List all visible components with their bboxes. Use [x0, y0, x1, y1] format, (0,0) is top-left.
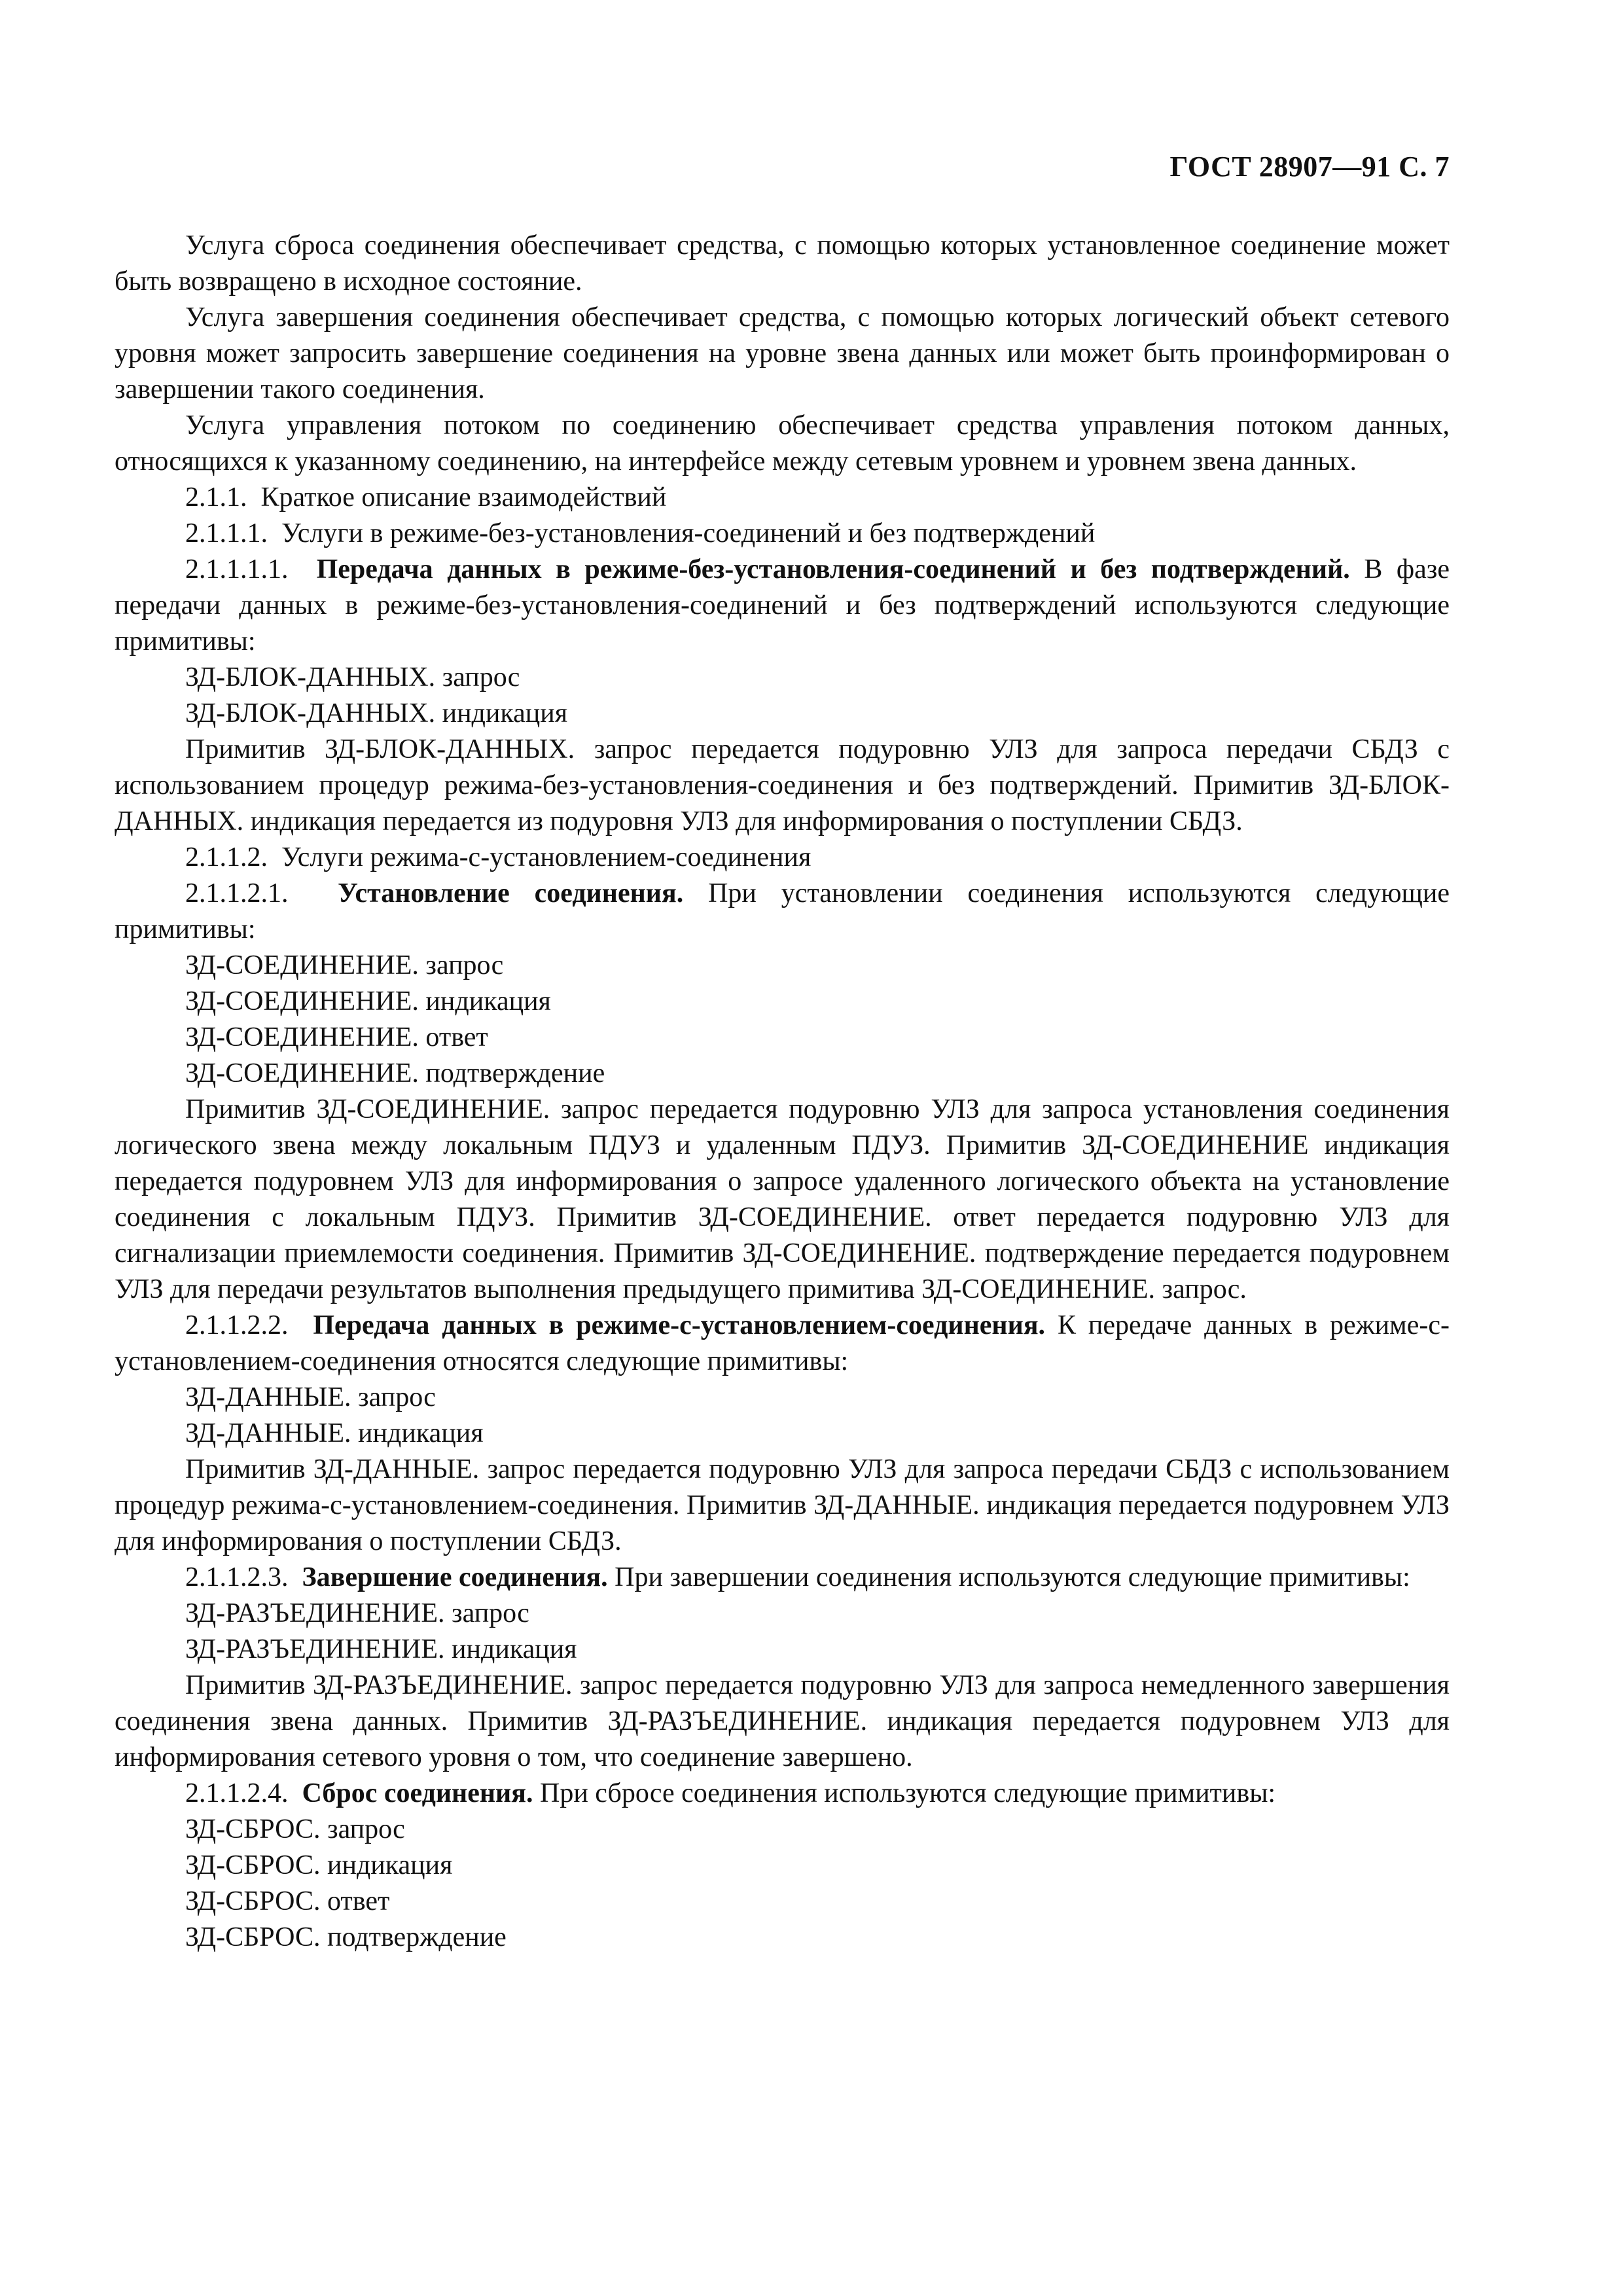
primitive-item: ЗД-ДАННЫЕ. запрос: [185, 1382, 436, 1412]
section-number: 2.1.1.1.: [185, 518, 268, 548]
primitive-item: ЗД-СОЕДИНЕНИЕ. запрос: [185, 950, 504, 980]
section-2-1-1-2-heading: [115, 840, 1450, 876]
primitive-item: ЗД-СБРОС. ответ: [185, 1886, 390, 1916]
section-title: Передача данных в режиме-с-установлением-соединения.: [313, 1310, 1046, 1340]
section-text: При установлении соединения используются следующие примитивы:: [115, 878, 1450, 944]
section-2-1-1-2-1-description: Примитив ЗД-СОЕДИНЕНИЕ. запрос передается подуровню УЛЗ для запроса установления соединения логического звена между локальным ПДУЗ и удаленным ПДУЗ. Примитив ЗД-СОЕДИНЕНИЕ индикация передается подуровнем УЛЗ для информирования о запросе удаленного логического объекта на установление соединения с локальным ПДУЗ. Примитив ЗД-СОЕДИНЕНИЕ. ответ передается подуровню УЛЗ для сигнализации приемлемости соединения. Примитив ЗД-СОЕДИНЕНИЕ. подтверждение передается подуровнем УЛЗ для передачи результатов выполнения предыдущего примитива ЗД-СОЕДИНЕНИЕ. запрос.: [115, 1094, 1450, 1304]
section-text: При сбросе соединения используются следующие примитивы:: [539, 1778, 1276, 1808]
section-title: Сброс соединения.: [302, 1778, 533, 1808]
section-2-1-1-1-1-description: Примитив ЗД-БЛОК-ДАННЫХ. запрос передается подуровню УЛЗ для запроса передачи СБДЗ с использованием процедур режима-без-установления-соединения и без подтверждений. Примитив ЗД-БЛОК-ДАННЫХ. индикация передается из подуровня УЛЗ для информирования о поступлении СБДЗ.: [115, 734, 1450, 836]
paragraph-reset-service: Услуга сброса соединения обеспечивает средства, с помощью которых установленное соединение может быть возвращено в исходное состояние.: [115, 230, 1450, 296]
section-2-1-1-2-1-paragraph: [115, 876, 1450, 948]
primitive-item: ЗД-ДАННЫЕ. индикация: [185, 1418, 484, 1448]
section-title: Услуги режима-с-установлением-соединения: [281, 842, 812, 872]
section-2-1-1-2-4-paragraph: [115, 1776, 1450, 1812]
section-title: Установление соединения.: [338, 878, 684, 908]
section-number: 2.1.1.2.3.: [185, 1562, 289, 1592]
section-title: Краткое описание взаимодействий: [260, 482, 667, 512]
section-2-1-1-2-2-paragraph: [115, 1308, 1450, 1380]
section-number: 2.1.1.2.2.: [185, 1310, 289, 1340]
section-2-1-1-2-3-description: Примитив ЗД-РАЗЪЕДИНЕНИЕ. запрос передается подуровню УЛЗ для запроса немедленного завершения соединения звена данных. Примитив ЗД-РАЗЪЕДИНЕНИЕ. индикация передается подуровнем УЛЗ для информирования сетевого уровня о том, что соединение завершено.: [115, 1670, 1450, 1772]
section-text: К передаче данных в режиме-с-установлением-соединения относятся следующие примитивы:: [115, 1310, 1450, 1376]
section-2-1-1-1-1-paragraph: [115, 552, 1450, 660]
primitive-item: ЗД-СОЕДИНЕНИЕ. подтверждение: [185, 1058, 605, 1088]
section-number: 2.1.1.1.1.: [185, 554, 289, 584]
section-text: В фазе передачи данных в режиме-без-установления-соединений и без подтверждений используются следующие примитивы:: [115, 554, 1450, 656]
paragraph-flow-control-service: Услуга управления потоком по соединению обеспечивает средства управления потоком данных, относящихся к указанному соединению, на интерфейсе между сетевым уровнем и уровнем звена данных.: [115, 410, 1450, 476]
primitive-item: ЗД-БЛОК-ДАННЫХ. индикация: [185, 698, 568, 728]
section-number: 2.1.1.2.: [185, 842, 268, 872]
section-number: 2.1.1.2.4.: [185, 1778, 289, 1808]
document-body: [115, 228, 1450, 1956]
page-header: ГОСТ 28907—91 С. 7: [1169, 151, 1450, 183]
section-2-1-1-heading: [115, 480, 1450, 516]
section-2-1-1-1-heading: [115, 516, 1450, 552]
section-title: Передача данных в режиме-без-установления-соединений и без подтверждений.: [316, 554, 1350, 584]
primitive-item: ЗД-СБРОС. подтверждение: [185, 1922, 507, 1952]
section-title: Завершение соединения.: [302, 1562, 608, 1592]
document-page: [115, 0, 1450, 2296]
paragraph-release-service: Услуга завершения соединения обеспечивает средства, с помощью которых логический объект сетевого уровня может запросить завершение соединения на уровне звена данных или может быть проинформирован о завершении такого соединения.: [115, 302, 1450, 404]
primitive-item: ЗД-БЛОК-ДАННЫХ. запрос: [185, 662, 520, 692]
primitive-item: ЗД-СБРОС. запрос: [185, 1814, 405, 1844]
section-2-1-1-2-2-description: Примитив ЗД-ДАННЫЕ. запрос передается подуровню УЛЗ для запроса передачи СБДЗ с использованием процедур режима-с-установлением-соединения. Примитив ЗД-ДАННЫЕ. индикация передается подуровнем УЛЗ для информирования о поступлении СБДЗ.: [115, 1454, 1450, 1556]
section-number: 2.1.1.2.1.: [185, 878, 289, 908]
primitive-item: ЗД-РАЗЪЕДИНЕНИЕ. запрос: [185, 1598, 529, 1628]
section-number: 2.1.1.: [185, 482, 247, 512]
section-2-1-1-2-3-paragraph: [115, 1560, 1450, 1596]
primitive-item: ЗД-СОЕДИНЕНИЕ. ответ: [185, 1022, 488, 1052]
section-text: При завершении соединения используются следующие примитивы:: [615, 1562, 1410, 1592]
primitive-item: ЗД-РАЗЪЕДИНЕНИЕ. индикация: [185, 1634, 577, 1664]
primitive-item: ЗД-СБРОС. индикация: [185, 1850, 453, 1880]
primitive-item: ЗД-СОЕДИНЕНИЕ. индикация: [185, 986, 551, 1016]
section-title: Услуги в режиме-без-установления-соединений и без подтверждений: [281, 518, 1096, 548]
